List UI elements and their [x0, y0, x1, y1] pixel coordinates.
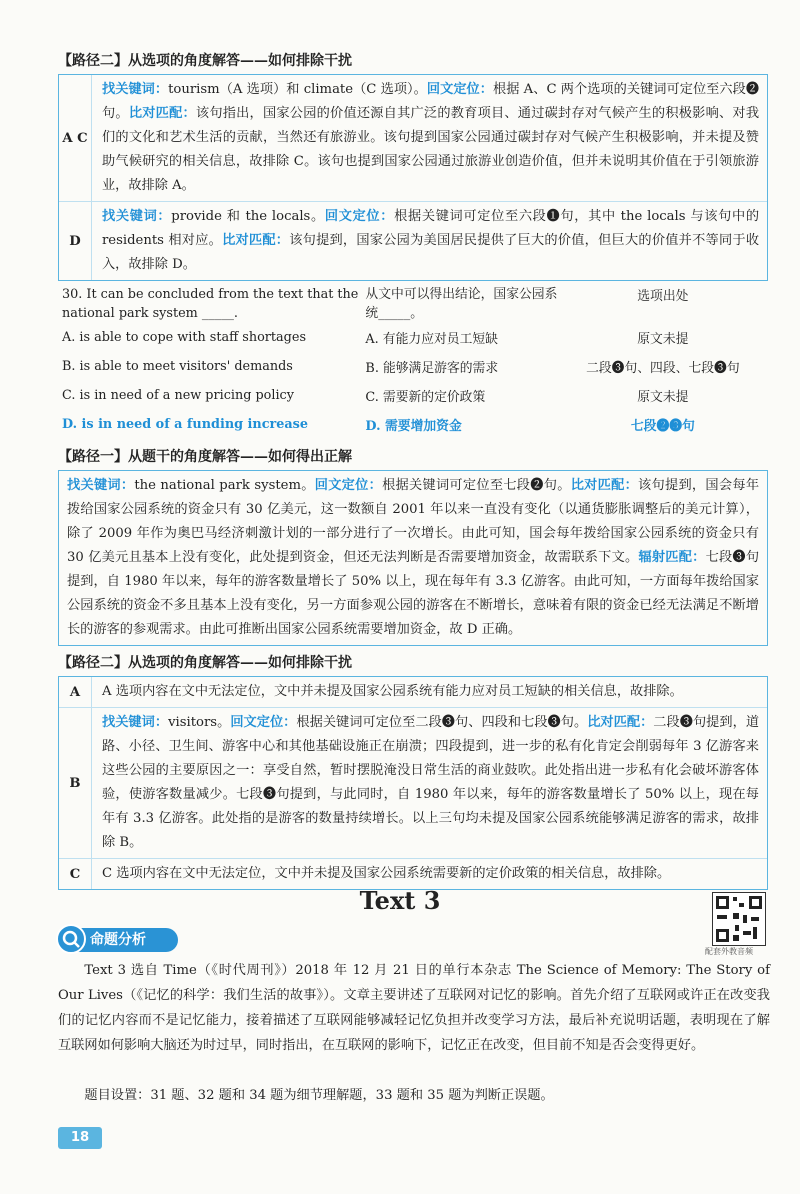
question-stem-en: 30. It can be concluded from the text that the national park system _____.: [62, 287, 359, 321]
qr-caption: 配套外教音频: [705, 947, 753, 956]
text3-title: Text 3: [359, 886, 441, 915]
row-ac: [59, 75, 767, 202]
section-heading-path2: 【路径二】从选项的角度解答——如何排除干扰: [58, 655, 352, 671]
row-b: B 找关键词：visitors。回文定位：根据关键词可定位至二段❸句、四段和七段❸句。比对匹配：二段❸句提到，道路、小径、卫生间、游客中心和其他基础设施正在崩溃；四段提到，进一步的私有化肯定会削弱每年 3 亿游客来这些公园的主要原因之一：享受自然，暂时摆脱淹没日常生活的商业鼓吹。此处指出进一步私有化会破坏游客体验，使游客数量减少。七段❸句提到，与此同时，自 1980 年以来，每年的游客数量增长了 50% 以上，现在每年有 3.3 亿游客。此处指的是游客的数量持续增长。以上三句均未提及国家公园系统能够满足游客的需求，故排除 B。: [59, 708, 767, 859]
row-label: D: [59, 202, 92, 280]
section-heading-path1: 【路径一】从题干的角度解答——如何得出正解: [58, 449, 352, 465]
option-row: B. is able to meet visitors' demands B. 能够满足游客的需求 二段❸句、四段、七段❸句: [62, 359, 740, 376]
section-heading-path2: 【路径二】从选项的角度解答——如何排除干扰: [58, 53, 352, 69]
question-stem-cn: 从文中可以得出结论，国家公园系统_____。: [365, 287, 558, 321]
qr-code-icon: [712, 892, 766, 946]
row-text: 找关键词：provide 和 the locals。回文定位：根据关键词可定位至六段❶句，其中 the locals 与该句中的 residents 相对应。比对匹配：该句提到，国家公园为美国居民提供了巨大的价值，但巨大的价值并不等同于收入，故排除 D。: [102, 209, 760, 272]
row-d: [59, 202, 767, 280]
row-label: A C: [59, 75, 92, 201]
page-number: 18: [58, 1127, 102, 1149]
text3-intro-paragraph: Text 3 选自 Time（《时代周刊》）2018 年 12 月 21 日的单行本杂志 The Science of Memory: The Story of Our Lives（《记忆的科学：我们生活的故事》）。文章主要讲述了互联网对记忆的影响。首先介绍了互联网或许正在改变我们的记忆内容而不是记忆能力，接着描述了互联网能够减轻记忆负担并改变学习方法，最后补充说明话题，表明现在了解互联网如何影响大脑还为时过早，同时指出，在互联网的影响下，记忆正在改变，但目前不知是否会变得更好。: [58, 963, 770, 1053]
correct-answer-box: [58, 470, 768, 646]
analysis-pill: 命题分析: [58, 928, 178, 952]
source-column-head: 选项出处: [637, 289, 689, 304]
row-text: 找关键词：tourism（A 选项）和 climate（C 选项）。回文定位：根据 A、C 两个选项的关键词可定位至六段❷句。比对匹配：该句指出，国家公园的价值还源自其广泛的教育项目、通过碳封存对气候产生的积极影响、对我们的文化和艺术生活的贡献，当然还有旅游业。该句提到国家公园通过碳封存对气候产生积极影响，并未提及赞助气候研究的相关信息，故排除 C。该句也提到国家公园通过旅游业创造价值，但并未说明其价值在于引领旅游业，故排除 A。: [102, 82, 760, 193]
elimination-box-1: [58, 74, 768, 281]
row-a: A A 选项内容在文中无法定位，文中并未提及国家公园系统有能力应对员工短缺的相关信息，故排除。: [59, 677, 767, 708]
row-c: C C 选项内容在文中无法定位，文中并未提及国家公园系统需要新的定价政策的相关信息，故排除。: [59, 859, 767, 889]
analysis-text: 找关键词：the national park system。回文定位：根据关键词可定位至七段❷句。比对匹配：该句提到，国会每年拨给国家公园系统的资金只有 30 亿美元，这一数额自 2001 年以来一直没有变化（以通货膨胀调整后的美元计算），除了 2009 年作为奥巴马经济刺激计划的一部分进行了一次增长。由此可知，国会每年拨给国家公园系统的资金只有 30 亿美元且基本上没有变化，此处提到资金，但还无法判断是否需要增加资金，故需联系下文。辐射匹配：七段❸句提到，自 1980 年以来，每年的游客数量增长了 50% 以上，现在每年有 3.3 亿游客。由此可知，一方面每年拨给国家公园系统的资金不多且基本上没有变化，另一方面参观公园的游客在不断增长，意味着有限的资金已经无法满足不断增长的游客的参观需求。由此可推断出国家公园系统需要增加资金，故 D 正确。: [67, 478, 760, 637]
answer-row: D. is in need of a funding increase D. 需要增加资金 七段❷❸句: [62, 417, 695, 434]
question-setting-paragraph: 题目设置：31 题、32 题和 34 题为细节理解题，33 题和 35 题为判断正误题。: [84, 1088, 554, 1103]
option-row: C. is in need of a new pricing policy C. 需要新的定价政策 原文未提: [62, 388, 689, 405]
elimination-box-2: [58, 676, 768, 890]
question-30: [62, 285, 762, 439]
option-row: A. is able to cope with staff shortages A. 有能力应对员工短缺 原文未提: [62, 330, 689, 347]
magnifier-icon: [56, 924, 86, 954]
